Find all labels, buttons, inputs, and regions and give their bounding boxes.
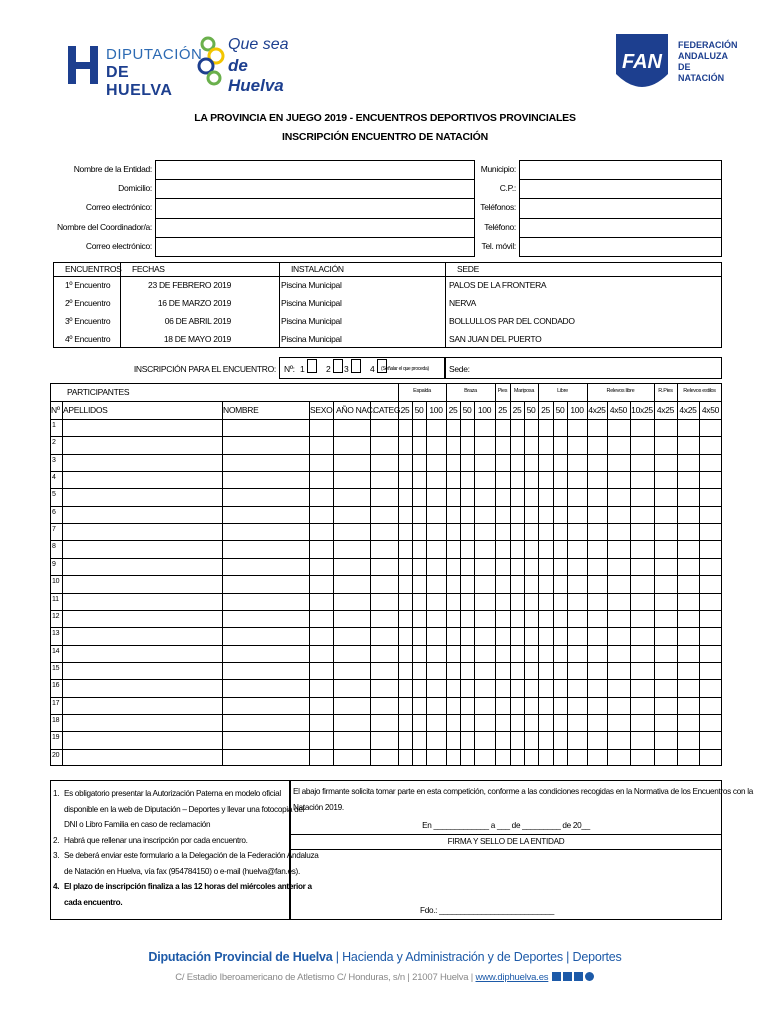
encuentro-name: 1º Encuentro <box>65 280 111 290</box>
inscripcion-option-checkbox[interactable] <box>307 359 317 373</box>
inscripcion-option-checkbox[interactable] <box>333 359 343 373</box>
signature-text-line1: El abajo firmante solicita tomar parte en esta competición, conforme a las condiciones recogidas en la Normativa de los Encuentros con la <box>293 787 753 796</box>
stroke-group-header: Braza <box>464 388 477 394</box>
stroke-group-header: R.Pies <box>658 388 673 394</box>
distance-header: 50 <box>555 405 565 415</box>
participant-row[interactable] <box>63 715 721 730</box>
inscripcion-option-label: 2 <box>326 364 331 374</box>
note-line: Se deberá enviar este formulario a la Delegación de la Federación Andaluza <box>64 851 319 860</box>
entity-right-label: Tel. móvil: <box>481 240 516 251</box>
note-number: 4. <box>53 882 60 891</box>
encuentro-venue: Piscina Municipal <box>281 298 342 308</box>
inscripcion-option-label: 1 <box>300 364 305 374</box>
entity-right-field[interactable] <box>519 160 722 180</box>
participant-row[interactable] <box>63 559 721 574</box>
distance-header: 50 <box>462 405 472 415</box>
footer-org: Diputación Provincial de Huelva <box>148 950 333 964</box>
stroke-group-header: Libre <box>557 388 568 394</box>
footer-address: C/ Estadio Iberoamericano de Atletismo C/ Honduras, s/n | 21007 Huelva | <box>175 972 476 983</box>
encuentro-name: 2º Encuentro <box>65 298 111 308</box>
encuentro-venue: Piscina Municipal <box>281 316 342 326</box>
inscripcion-hint: (Señalar el que proceda) <box>381 366 429 372</box>
row-number: 14 <box>52 647 60 655</box>
distance-header: 100 <box>477 405 492 415</box>
entity-field[interactable] <box>155 198 475 218</box>
encuentro-sede: NERVA <box>449 298 477 308</box>
participant-row[interactable] <box>63 663 721 678</box>
encuentro-sede: BOLLULLOS PAR DEL CONDADO <box>449 316 575 326</box>
participant-row[interactable] <box>63 507 721 522</box>
quesea-swirl-icon <box>194 34 230 88</box>
row-number: 20 <box>52 751 60 759</box>
participant-row[interactable] <box>63 541 721 556</box>
page-subtitle: INSCRIPCIÓN ENCUENTRO DE NATACIÓN <box>282 131 488 143</box>
participant-row[interactable] <box>63 698 721 713</box>
note-number: 1. <box>53 789 60 798</box>
row-number: 16 <box>52 682 60 690</box>
youtube-icon[interactable] <box>574 972 583 981</box>
entity-field[interactable] <box>155 179 475 199</box>
row-number: 12 <box>52 612 60 620</box>
row-number: 5 <box>52 491 56 499</box>
row-number: 17 <box>52 699 60 707</box>
footer-web-link[interactable]: www.diphuelva.es <box>475 972 549 983</box>
note-line: cada encuentro. <box>64 897 123 907</box>
note-line: de Natación en Huelva, vía fax (954784150) o e-mail (huelva@fan.es). <box>64 866 300 876</box>
participant-row[interactable] <box>63 680 721 695</box>
entity-right-field[interactable] <box>519 179 722 199</box>
fan-logo-line2: ANDALUZA <box>678 51 728 61</box>
row-number: 18 <box>52 716 60 724</box>
distance-header: 4x50 <box>609 405 628 415</box>
stroke-group-header: Pies <box>497 388 508 394</box>
quesea-logo-line1: Que sea <box>228 36 289 53</box>
inscripcion-option-label: 4 <box>370 364 375 374</box>
entity-right-label: C.P.: <box>499 183 516 194</box>
entity-right-label: Municipio: <box>480 164 516 174</box>
distance-header: 4x25 <box>588 405 606 415</box>
distance-header: 50 <box>526 405 536 415</box>
facebook-icon[interactable] <box>552 972 561 981</box>
entity-label: Domicilio: <box>118 183 152 194</box>
entity-field[interactable] <box>155 237 475 257</box>
quesea-logo-line2: de Huelva <box>228 56 284 95</box>
diputacion-logo <box>66 42 203 99</box>
encuentro-date: 16 DE MARZO 2019 <box>157 298 231 308</box>
entity-right-label: Teléfono: <box>484 221 516 232</box>
distance-header: 100 <box>429 405 443 415</box>
col-nombre-header: NOMBRE <box>223 405 259 415</box>
participant-row[interactable] <box>63 750 721 765</box>
encuentro-name: 3º Encuentro <box>65 316 111 326</box>
row-number: 13 <box>52 630 60 638</box>
signature-area[interactable] <box>291 850 721 905</box>
distance-header: 25 <box>512 405 522 415</box>
distance-header: 4x25 <box>656 405 675 415</box>
diputacion-h-icon <box>66 42 100 86</box>
distance-header: 50 <box>414 405 424 415</box>
participant-row[interactable] <box>63 646 721 661</box>
participant-row[interactable] <box>63 455 721 470</box>
distance-header: 4x25 <box>679 405 697 415</box>
inscripcion-option-checkbox[interactable] <box>351 359 361 373</box>
row-number: 2 <box>52 439 56 447</box>
page-title: LA PROVINCIA EN JUEGO 2019 - ENCUENTROS DEPORTIVOS PROVINCIALES <box>194 112 576 124</box>
encuentro-sede: SAN JUAN DEL PUERTO <box>449 334 542 344</box>
encuentro-date: 18 DE MAYO 2019 <box>163 334 231 344</box>
distance-header: 10x25 <box>631 405 653 415</box>
note-line: DNI o Libro Familia en caso de reclamación <box>64 820 211 829</box>
encuentro-sede: PALOS DE LA FRONTERA <box>449 280 547 290</box>
note-line: Es obligatorio presentar la Autorización Paterna en modelo oficial <box>64 789 281 798</box>
row-number: 6 <box>52 508 56 516</box>
sede-field[interactable] <box>472 358 721 378</box>
firma-label: FIRMA Y SELLO DE LA ENTIDAD <box>447 837 565 846</box>
distance-header: 25 <box>498 405 507 415</box>
fan-shield-icon <box>612 30 672 100</box>
encuentros-header: FECHAS <box>132 264 165 274</box>
row-number: 15 <box>52 664 60 672</box>
twitter-icon[interactable] <box>563 972 572 981</box>
col-apellidos-header: APELLIDOS <box>63 405 108 415</box>
fan-logo-line1: FEDERACIÓN <box>678 40 738 50</box>
stroke-group-header: Espalda <box>413 388 431 394</box>
encuentro-date: 23 DE FEBRERO 2019 <box>148 280 231 290</box>
entity-label: Nombre del Coordinador/a: <box>56 221 152 232</box>
entity-right-field[interactable] <box>519 198 722 218</box>
participant-row[interactable] <box>63 732 721 747</box>
fan-logo <box>612 30 738 102</box>
diputacion-logo-line2: DE HUELVA <box>106 64 173 99</box>
encuentro-venue: Piscina Municipal <box>281 280 342 290</box>
stroke-group-header: Relevos estilos <box>683 388 716 394</box>
entity-label: Correo electrónico: <box>85 202 152 213</box>
inscripcion-num-label: Nº: <box>284 364 295 374</box>
stroke-group-header: Mariposa <box>513 388 535 394</box>
entity-right-field[interactable] <box>519 237 722 257</box>
participant-row[interactable] <box>63 437 721 452</box>
participant-row[interactable] <box>63 611 721 626</box>
row-number: 19 <box>52 734 60 742</box>
entity-right-field[interactable] <box>519 218 722 238</box>
col-num-header: Nº <box>51 405 60 415</box>
flickr-icon[interactable] <box>585 972 594 981</box>
col-sexo-header: SEXO <box>310 405 333 415</box>
entity-label: Correo electrónico: <box>85 240 152 251</box>
participant-row[interactable] <box>63 524 721 539</box>
distance-header: 25 <box>448 405 458 415</box>
note-number: 2. <box>53 835 60 845</box>
encuentros-header: SEDE <box>457 264 479 274</box>
distance-header: 25 <box>400 405 410 415</box>
quesea-logo <box>194 30 294 95</box>
encuentros-header: ENCUENTROS <box>65 264 122 274</box>
row-number: 4 <box>52 474 56 482</box>
fan-logo-line3: DE NATACIÓN <box>678 62 725 83</box>
participant-row[interactable] <box>63 628 721 643</box>
participant-row[interactable] <box>63 576 721 591</box>
participant-row[interactable] <box>63 489 721 504</box>
footer-org-line <box>0 950 770 964</box>
distance-header: 25 <box>541 405 550 415</box>
sede-label: Sede: <box>449 364 470 374</box>
fdo-line: Fdo.: ___________________________ <box>420 906 554 915</box>
distance-header: 100 <box>570 405 584 415</box>
note-line: El plazo de inscripción finaliza a las 12 horas del miércoles anterior a <box>64 882 312 891</box>
signature-text-line2: Natación 2019. <box>293 803 344 812</box>
fan-acronym: FAN <box>622 51 662 73</box>
row-number: 8 <box>52 543 56 551</box>
encuentro-venue: Piscina Municipal <box>281 334 342 344</box>
inscripcion-option-label: 3 <box>344 364 349 374</box>
col-anio-header: AÑO NAC. <box>336 405 375 415</box>
signature-date-line: En _____________ a ___ de _________ de 20__ <box>422 821 590 830</box>
row-number: 1 <box>52 422 56 429</box>
note-line: disponible en la web de Diputación – Deportes y llevar una fotocopia del <box>64 804 305 814</box>
header <box>0 0 770 105</box>
encuentro-name: 4º Encuentro <box>65 334 111 344</box>
participant-row[interactable] <box>63 420 721 435</box>
participant-row[interactable] <box>63 472 721 487</box>
entity-field[interactable] <box>155 218 475 238</box>
footer-address-line <box>0 972 770 983</box>
row-number: 3 <box>52 456 56 464</box>
stroke-group-header: Relevos libre <box>606 388 635 394</box>
note-number: 3. <box>53 851 60 860</box>
row-number: 11 <box>52 595 59 603</box>
encuentros-header: INSTALACIÓN <box>291 264 344 274</box>
row-number: 10 <box>52 578 60 586</box>
row-number: 7 <box>52 526 56 534</box>
col-categ-header: CATEG. <box>373 405 403 415</box>
encuentro-date: 06 DE ABRIL 2019 <box>164 316 231 326</box>
entity-label: Nombre de la Entidad: <box>73 164 152 174</box>
footer-area: | Hacienda y Administración y de Deportes | Deportes <box>332 950 622 964</box>
diputacion-logo-line1: DIPUTACIÓN <box>106 46 203 63</box>
participant-row[interactable] <box>63 594 721 609</box>
distance-header: 4x50 <box>701 405 720 415</box>
entity-field[interactable] <box>155 160 475 180</box>
inscripcion-label: INSCRIPCIÓN PARA EL ENCUENTRO: <box>133 364 276 374</box>
note-line: Habrá que rellenar una inscripción por cada encuentro. <box>64 835 248 845</box>
participants-title: PARTICIPANTES <box>67 387 130 397</box>
row-number: 9 <box>52 560 56 568</box>
entity-right-label: Teléfonos: <box>480 202 516 213</box>
